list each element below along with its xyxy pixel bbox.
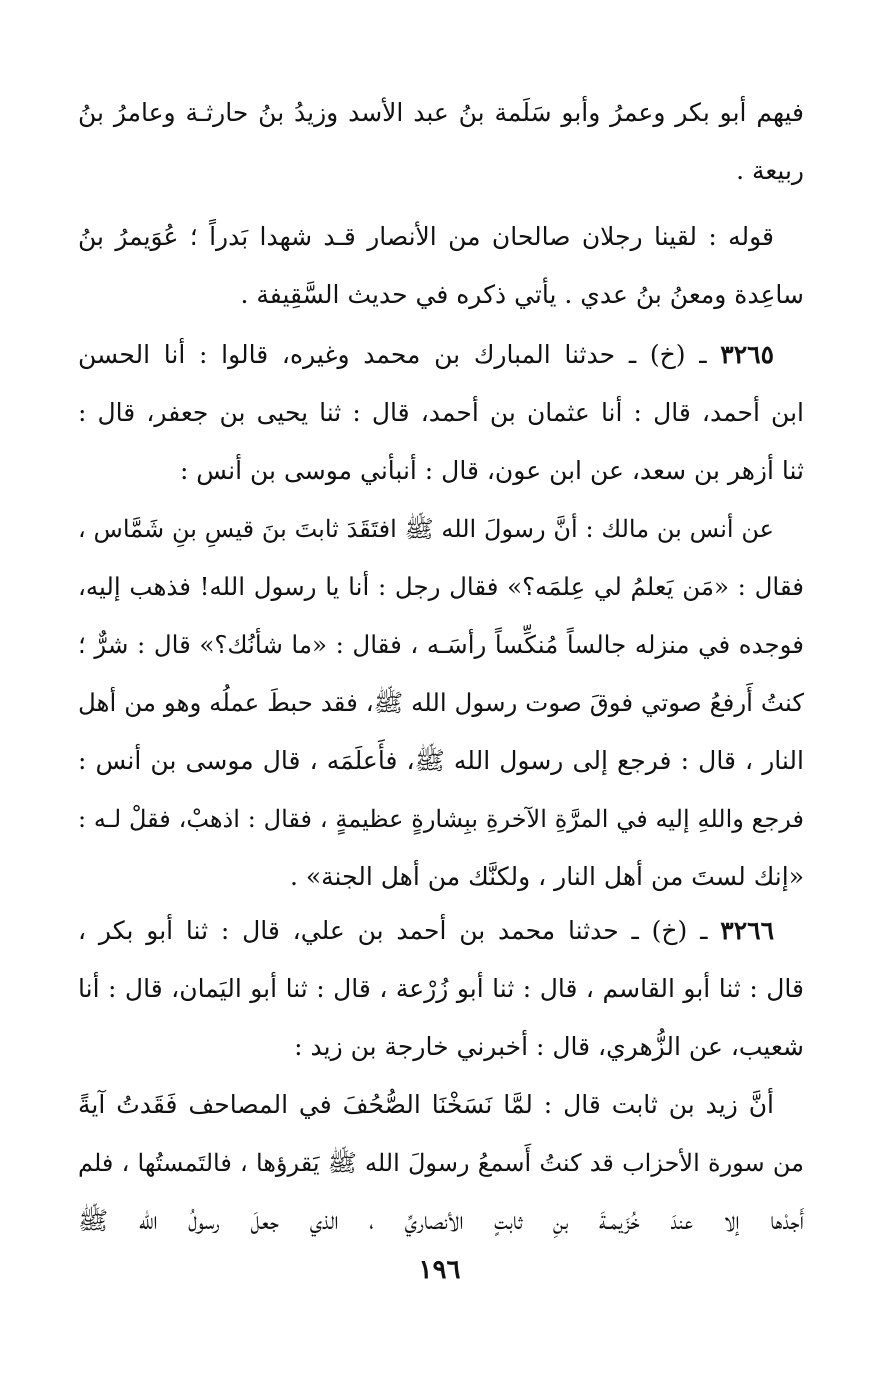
- hadith-3265-matn: [78, 500, 804, 906]
- text-line: ثنا أزهر بن سعد، عن ابن عون، قال : أنبأني موسى بن أنس :: [179, 456, 804, 485]
- text-line: عن أنس بن مالك : أنَّ رسولَ الله ﷺ افتَقَدَ ثابتَ بنَ قيسِ بنِ شَمَّاس ،: [78, 515, 775, 543]
- text-line: كنتُ أَرفعُ صوتي فوقَ صوت رسول الله ﷺ، فقد حبطَ عملُه وهو من أهل: [78, 688, 804, 717]
- page-number: ١٩٦: [418, 1255, 461, 1285]
- text-line: [78, 326, 804, 384]
- text-line: فوجده في منزله جالساً مُنكِّساً رأسَـه ، فقال : «ما شأنُك؟» قال : شرٌّ ؛: [78, 630, 804, 659]
- text-line: ساعِدة ومعنُ بنُ عدي . يأتي ذكره في حديث السَّقِيفة .: [240, 280, 804, 309]
- text-line-rest: ـ (خ) ـ حدثنا المبارك بن محمد وغيره، قالوا : أنا الحسن: [78, 340, 707, 369]
- text-line: [78, 902, 804, 960]
- text-line-rest: ـ (خ) ـ حدثنا محمد بن أحمد بن علي، قال : ثنا أبو بكر ،: [78, 916, 708, 945]
- hadith-number: ٣٢٦٦: [720, 916, 774, 945]
- text-line: قوله : لقينا رجلان صالحان من الأنصار قـد شهدا بَدراً ؛ عُوَيمرُ بنُ: [78, 222, 774, 251]
- text-line: أنَّ زيد بن ثابت قال : لمَّا نَسَخْنَا الصُّحُفَ في المصاحف فَقَدتُ آيةً: [78, 1090, 774, 1119]
- hadith-number: ٣٢٦٥: [720, 340, 775, 369]
- text-line: فرجع واللهِ إليه في المرَّةِ الآخرةِ ببِشارةٍ عظيمةٍ ، فقال : اذهبْ، فقلْ لـه :: [78, 805, 804, 833]
- text-line: فقال : «مَن يَعلمُ لي عِلمَه؟» فقال رجل : أنا يا رسول الله! فذهب إليه،: [78, 572, 804, 601]
- hadith-3265-isnad: [78, 326, 804, 500]
- text-line: أَجدْها إلا عندَ خُزَيمـةَ بنِ ثابتٍ الأنصاريِّ ، الذي جعلَ رسولُ الله ﷺ: [78, 1206, 804, 1235]
- text-line: ربيعة .: [736, 156, 804, 185]
- book-page: [78, 0, 804, 1389]
- text-line: قال : ثنا أبو القاسم ، قال : ثنا أبو زُرْعة ، قال : ثنا أبو اليَمان، قال : أنا: [78, 974, 804, 1003]
- text-line: ابن أحمد، قال : أنا عثمان بن أحمد، قال : ثنا يحيى بن جعفر، قال :: [78, 398, 804, 427]
- paragraph-commentary: [78, 208, 804, 324]
- text-line: «إنك لستَ من أهل النار ، ولكنَّك من أهل الجنة» .: [289, 862, 804, 891]
- hadith-3266-isnad: [78, 902, 804, 1076]
- text-line: فيهم أبو بكر وعمرُ وأبو سَلَمة بنُ عبد الأسد وزيدُ بنُ حارثـة وعامرُ بنُ: [78, 98, 804, 127]
- text-line: شعيب، عن الزُّهري، قال : أخبرني خارجة بن زيد :: [294, 1032, 804, 1061]
- text-line: من سورة الأحزاب قد كنتُ أَسمعُ رسولَ الله ﷺ يَقرؤها ، فالتَمستُها ، فلم: [78, 1149, 804, 1177]
- paragraph-continuation: [78, 84, 804, 200]
- hadith-3266-matn: [78, 1076, 804, 1250]
- text-line: النار ، قال : فرجع إلى رسول الله ﷺ، فأَعلَمَه ، قال موسى بن أنس :: [78, 746, 804, 775]
